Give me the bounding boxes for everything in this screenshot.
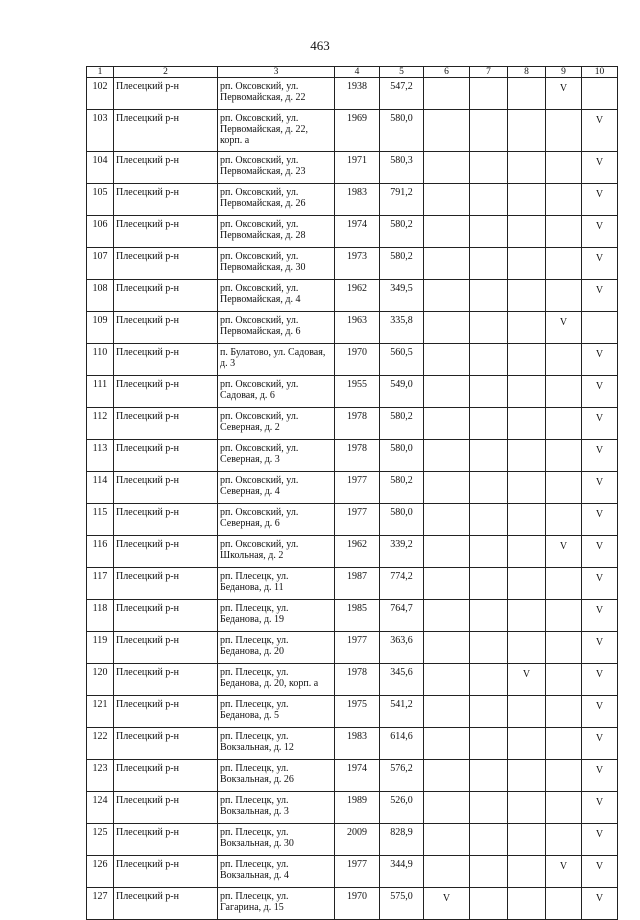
area-cell: 774,2 xyxy=(380,568,424,600)
year-cell: 1978 xyxy=(335,664,380,696)
address-cell: рп. Плесецк, ул. Вокзальная, д. 4 xyxy=(218,856,335,888)
address-cell: рп. Плесецк, ул. Беданова, д. 19 xyxy=(218,600,335,632)
col8-mark xyxy=(508,376,546,408)
col6-mark xyxy=(424,344,470,376)
col9-mark xyxy=(546,568,582,600)
year-cell: 1989 xyxy=(335,792,380,824)
col6-mark xyxy=(424,280,470,312)
area-cell: 344,9 xyxy=(380,856,424,888)
row-number: 111 xyxy=(87,376,114,408)
address-cell: рп. Плесецк, ул. Беданова, д. 11 xyxy=(218,568,335,600)
row-number: 108 xyxy=(87,280,114,312)
address-cell: рп. Оксовский, ул. Школьная, д. 2 xyxy=(218,536,335,568)
address-cell: рп. Плесецк, ул. Вокзальная, д. 12 xyxy=(218,728,335,760)
table-row xyxy=(87,792,618,824)
col10-mark: V xyxy=(582,856,618,888)
col10-mark: V xyxy=(582,696,618,728)
col6-mark xyxy=(424,408,470,440)
table-row xyxy=(87,696,618,728)
col8-mark xyxy=(508,536,546,568)
col9-mark xyxy=(546,600,582,632)
col8-mark: V xyxy=(508,664,546,696)
year-cell: 1978 xyxy=(335,440,380,472)
col8-mark xyxy=(508,696,546,728)
area-cell: 580,3 xyxy=(380,152,424,184)
area-cell: 349,5 xyxy=(380,280,424,312)
col10-mark xyxy=(582,312,618,344)
district-cell: Плесецкий р-н xyxy=(114,110,218,152)
row-number: 107 xyxy=(87,248,114,280)
year-cell: 1977 xyxy=(335,472,380,504)
table-row xyxy=(87,110,618,152)
col6-mark xyxy=(424,248,470,280)
col6-mark xyxy=(424,600,470,632)
year-cell: 1977 xyxy=(335,504,380,536)
table-row xyxy=(87,280,618,312)
year-cell: 1969 xyxy=(335,110,380,152)
row-number: 119 xyxy=(87,632,114,664)
col7-mark xyxy=(470,152,508,184)
col9-mark xyxy=(546,408,582,440)
year-cell: 1987 xyxy=(335,568,380,600)
district-cell: Плесецкий р-н xyxy=(114,376,218,408)
year-cell: 1977 xyxy=(335,856,380,888)
district-cell: Плесецкий р-н xyxy=(114,280,218,312)
district-cell: Плесецкий р-н xyxy=(114,248,218,280)
address-cell: рп. Оксовский, ул. Первомайская, д. 23 xyxy=(218,152,335,184)
col7-mark xyxy=(470,216,508,248)
col10-mark: V xyxy=(582,440,618,472)
col6-mark: V xyxy=(424,888,470,920)
col10-mark: V xyxy=(582,728,618,760)
col10-mark: V xyxy=(582,472,618,504)
housing-register-table xyxy=(86,66,618,920)
column-header: 3 xyxy=(218,67,335,78)
col9-mark xyxy=(546,760,582,792)
column-header: 5 xyxy=(380,67,424,78)
col9-mark xyxy=(546,664,582,696)
area-cell: 580,2 xyxy=(380,408,424,440)
column-header: 10 xyxy=(582,67,618,78)
row-number: 117 xyxy=(87,568,114,600)
row-number: 114 xyxy=(87,472,114,504)
col10-mark: V xyxy=(582,632,618,664)
col9-mark: V xyxy=(546,312,582,344)
col6-mark xyxy=(424,152,470,184)
col9-mark xyxy=(546,792,582,824)
col7-mark xyxy=(470,664,508,696)
area-cell: 828,9 xyxy=(380,824,424,856)
table-row xyxy=(87,216,618,248)
table-row xyxy=(87,184,618,216)
row-number: 103 xyxy=(87,110,114,152)
area-cell: 541,2 xyxy=(380,696,424,728)
row-number: 113 xyxy=(87,440,114,472)
col9-mark xyxy=(546,152,582,184)
col8-mark xyxy=(508,600,546,632)
area-cell: 363,6 xyxy=(380,632,424,664)
year-cell: 1962 xyxy=(335,280,380,312)
col8-mark xyxy=(508,248,546,280)
col9-mark xyxy=(546,184,582,216)
col6-mark xyxy=(424,504,470,536)
address-cell: рп. Оксовский, ул. Первомайская, д. 6 xyxy=(218,312,335,344)
district-cell: Плесецкий р-н xyxy=(114,78,218,110)
district-cell: Плесецкий р-н xyxy=(114,536,218,568)
col10-mark: V xyxy=(582,152,618,184)
table-row xyxy=(87,664,618,696)
table-row xyxy=(87,472,618,504)
col10-mark: V xyxy=(582,216,618,248)
row-number: 102 xyxy=(87,78,114,110)
district-cell: Плесецкий р-н xyxy=(114,184,218,216)
district-cell: Плесецкий р-н xyxy=(114,824,218,856)
year-cell: 2009 xyxy=(335,824,380,856)
district-cell: Плесецкий р-н xyxy=(114,472,218,504)
year-cell: 1983 xyxy=(335,184,380,216)
area-cell: 335,8 xyxy=(380,312,424,344)
col7-mark xyxy=(470,184,508,216)
district-cell: Плесецкий р-н xyxy=(114,216,218,248)
address-cell: рп. Оксовский, ул. Первомайская, д. 28 xyxy=(218,216,335,248)
address-cell: рп. Плесецк, ул. Вокзальная, д. 30 xyxy=(218,824,335,856)
col9-mark xyxy=(546,110,582,152)
col6-mark xyxy=(424,536,470,568)
address-cell: рп. Плесецк, ул. Гагарина, д. 15 xyxy=(218,888,335,920)
year-cell: 1970 xyxy=(335,888,380,920)
col9-mark xyxy=(546,376,582,408)
year-cell: 1975 xyxy=(335,696,380,728)
address-cell: рп. Оксовский, ул. Садовая, д. 6 xyxy=(218,376,335,408)
district-cell: Плесецкий р-н xyxy=(114,856,218,888)
area-cell: 576,2 xyxy=(380,760,424,792)
col9-mark xyxy=(546,280,582,312)
year-cell: 1974 xyxy=(335,760,380,792)
address-cell: рп. Плесецк, ул. Беданова, д. 20, корп. а xyxy=(218,664,335,696)
row-number: 104 xyxy=(87,152,114,184)
area-cell: 791,2 xyxy=(380,184,424,216)
column-header: 7 xyxy=(470,67,508,78)
col10-mark: V xyxy=(582,184,618,216)
row-number: 116 xyxy=(87,536,114,568)
col10-mark: V xyxy=(582,504,618,536)
address-cell: рп. Оксовский, ул. Первомайская, д. 30 xyxy=(218,248,335,280)
district-cell: Плесецкий р-н xyxy=(114,696,218,728)
col9-mark xyxy=(546,504,582,536)
column-header: 1 xyxy=(87,67,114,78)
row-number: 105 xyxy=(87,184,114,216)
row-number: 124 xyxy=(87,792,114,824)
col6-mark xyxy=(424,440,470,472)
row-number: 106 xyxy=(87,216,114,248)
col10-mark xyxy=(582,78,618,110)
row-number: 109 xyxy=(87,312,114,344)
col7-mark xyxy=(470,696,508,728)
col10-mark: V xyxy=(582,376,618,408)
table-row xyxy=(87,728,618,760)
address-cell: рп. Плесецк, ул. Беданова, д. 20 xyxy=(218,632,335,664)
row-number: 112 xyxy=(87,408,114,440)
col6-mark xyxy=(424,568,470,600)
address-cell: рп. Оксовский, ул. Северная, д. 3 xyxy=(218,440,335,472)
col7-mark xyxy=(470,760,508,792)
col7-mark xyxy=(470,312,508,344)
district-cell: Плесецкий р-н xyxy=(114,664,218,696)
area-cell: 580,2 xyxy=(380,216,424,248)
col7-mark xyxy=(470,440,508,472)
address-cell: рп. Оксовский, ул. Северная, д. 2 xyxy=(218,408,335,440)
col9-mark: V xyxy=(546,78,582,110)
col8-mark xyxy=(508,184,546,216)
col9-mark xyxy=(546,440,582,472)
address-cell: рп. Оксовский, ул. Первомайская, д. 22 xyxy=(218,78,335,110)
row-number: 121 xyxy=(87,696,114,728)
col7-mark xyxy=(470,504,508,536)
col8-mark xyxy=(508,760,546,792)
col7-mark xyxy=(470,792,508,824)
area-cell: 614,6 xyxy=(380,728,424,760)
table-row xyxy=(87,536,618,568)
table-row xyxy=(87,312,618,344)
col8-mark xyxy=(508,440,546,472)
year-cell: 1962 xyxy=(335,536,380,568)
year-cell: 1973 xyxy=(335,248,380,280)
col8-mark xyxy=(508,472,546,504)
table-row xyxy=(87,408,618,440)
area-cell: 575,0 xyxy=(380,888,424,920)
col10-mark: V xyxy=(582,408,618,440)
year-cell: 1938 xyxy=(335,78,380,110)
year-cell: 1971 xyxy=(335,152,380,184)
col8-mark xyxy=(508,568,546,600)
col9-mark: V xyxy=(546,536,582,568)
col7-mark xyxy=(470,472,508,504)
table-row xyxy=(87,632,618,664)
area-cell: 345,6 xyxy=(380,664,424,696)
col7-mark xyxy=(470,536,508,568)
district-cell: Плесецкий р-н xyxy=(114,504,218,536)
row-number: 125 xyxy=(87,824,114,856)
col6-mark xyxy=(424,856,470,888)
row-number: 118 xyxy=(87,600,114,632)
col10-mark: V xyxy=(582,280,618,312)
col8-mark xyxy=(508,856,546,888)
col8-mark xyxy=(508,78,546,110)
row-number: 120 xyxy=(87,664,114,696)
col10-mark: V xyxy=(582,568,618,600)
address-cell: рп. Плесецк, ул. Беданова, д. 5 xyxy=(218,696,335,728)
district-cell: Плесецкий р-н xyxy=(114,760,218,792)
address-cell: рп. Оксовский, ул. Первомайская, д. 4 xyxy=(218,280,335,312)
col7-mark xyxy=(470,728,508,760)
col10-mark: V xyxy=(582,110,618,152)
col7-mark xyxy=(470,78,508,110)
col7-mark xyxy=(470,110,508,152)
area-cell: 547,2 xyxy=(380,78,424,110)
table-row xyxy=(87,152,618,184)
col6-mark xyxy=(424,472,470,504)
district-cell: Плесецкий р-н xyxy=(114,888,218,920)
address-cell: рп. Оксовский, ул. Северная, д. 6 xyxy=(218,504,335,536)
district-cell: Плесецкий р-н xyxy=(114,792,218,824)
column-header: 4 xyxy=(335,67,380,78)
col10-mark: V xyxy=(582,664,618,696)
table-row xyxy=(87,600,618,632)
district-cell: Плесецкий р-н xyxy=(114,568,218,600)
col8-mark xyxy=(508,728,546,760)
col7-mark xyxy=(470,600,508,632)
district-cell: Плесецкий р-н xyxy=(114,344,218,376)
column-number-header-row xyxy=(87,67,618,78)
col9-mark xyxy=(546,632,582,664)
col9-mark xyxy=(546,216,582,248)
row-number: 110 xyxy=(87,344,114,376)
table-row xyxy=(87,440,618,472)
col6-mark xyxy=(424,110,470,152)
column-header: 9 xyxy=(546,67,582,78)
table-row xyxy=(87,568,618,600)
col9-mark xyxy=(546,696,582,728)
column-header: 6 xyxy=(424,67,470,78)
table-row xyxy=(87,824,618,856)
col9-mark xyxy=(546,824,582,856)
area-cell: 580,0 xyxy=(380,440,424,472)
year-cell: 1955 xyxy=(335,376,380,408)
col8-mark xyxy=(508,312,546,344)
col10-mark: V xyxy=(582,888,618,920)
col9-mark xyxy=(546,344,582,376)
col8-mark xyxy=(508,110,546,152)
year-cell: 1978 xyxy=(335,408,380,440)
col8-mark xyxy=(508,824,546,856)
column-header: 8 xyxy=(508,67,546,78)
col6-mark xyxy=(424,792,470,824)
area-cell: 580,0 xyxy=(380,504,424,536)
col7-mark xyxy=(470,632,508,664)
col6-mark xyxy=(424,376,470,408)
area-cell: 560,5 xyxy=(380,344,424,376)
col7-mark xyxy=(470,888,508,920)
address-cell: рп. Оксовский, ул. Северная, д. 4 xyxy=(218,472,335,504)
col6-mark xyxy=(424,216,470,248)
area-cell: 526,0 xyxy=(380,792,424,824)
district-cell: Плесецкий р-н xyxy=(114,312,218,344)
col10-mark: V xyxy=(582,824,618,856)
col8-mark xyxy=(508,408,546,440)
table-row xyxy=(87,888,618,920)
col6-mark xyxy=(424,824,470,856)
col7-mark xyxy=(470,408,508,440)
col6-mark xyxy=(424,696,470,728)
col7-mark xyxy=(470,376,508,408)
col7-mark xyxy=(470,248,508,280)
address-cell: рп. Плесецк, ул. Вокзальная, д. 26 xyxy=(218,760,335,792)
district-cell: Плесецкий р-н xyxy=(114,152,218,184)
table-row xyxy=(87,760,618,792)
area-cell: 339,2 xyxy=(380,536,424,568)
column-header: 2 xyxy=(114,67,218,78)
col7-mark xyxy=(470,856,508,888)
address-cell: рп. Оксовский, ул. Первомайская, д. 26 xyxy=(218,184,335,216)
col7-mark xyxy=(470,280,508,312)
table-row xyxy=(87,504,618,536)
table-row xyxy=(87,856,618,888)
table-row xyxy=(87,248,618,280)
col7-mark xyxy=(470,824,508,856)
col9-mark: V xyxy=(546,856,582,888)
col8-mark xyxy=(508,152,546,184)
col8-mark xyxy=(508,344,546,376)
col6-mark xyxy=(424,760,470,792)
table-row xyxy=(87,376,618,408)
col6-mark xyxy=(424,78,470,110)
district-cell: Плесецкий р-н xyxy=(114,600,218,632)
year-cell: 1970 xyxy=(335,344,380,376)
row-number: 123 xyxy=(87,760,114,792)
address-cell: п. Булатово, ул. Садовая, д. 3 xyxy=(218,344,335,376)
col8-mark xyxy=(508,504,546,536)
col10-mark: V xyxy=(582,536,618,568)
year-cell: 1983 xyxy=(335,728,380,760)
col7-mark xyxy=(470,568,508,600)
col6-mark xyxy=(424,312,470,344)
row-number: 127 xyxy=(87,888,114,920)
area-cell: 580,2 xyxy=(380,472,424,504)
table-row xyxy=(87,344,618,376)
district-cell: Плесецкий р-н xyxy=(114,408,218,440)
year-cell: 1985 xyxy=(335,600,380,632)
col10-mark: V xyxy=(582,344,618,376)
col10-mark: V xyxy=(582,792,618,824)
col9-mark xyxy=(546,472,582,504)
address-cell: рп. Оксовский, ул. Первомайская, д. 22, корп. а xyxy=(218,110,335,152)
col9-mark xyxy=(546,728,582,760)
col10-mark: V xyxy=(582,248,618,280)
page-number: 463 xyxy=(310,38,330,53)
col9-mark xyxy=(546,888,582,920)
col9-mark xyxy=(546,248,582,280)
row-number: 115 xyxy=(87,504,114,536)
col8-mark xyxy=(508,216,546,248)
district-cell: Плесецкий р-н xyxy=(114,440,218,472)
year-cell: 1963 xyxy=(335,312,380,344)
col6-mark xyxy=(424,728,470,760)
col6-mark xyxy=(424,184,470,216)
year-cell: 1974 xyxy=(335,216,380,248)
col8-mark xyxy=(508,888,546,920)
district-cell: Плесецкий р-н xyxy=(114,632,218,664)
area-cell: 549,0 xyxy=(380,376,424,408)
area-cell: 764,7 xyxy=(380,600,424,632)
area-cell: 580,2 xyxy=(380,248,424,280)
col6-mark xyxy=(424,632,470,664)
address-cell: рп. Плесецк, ул. Вокзальная, д. 3 xyxy=(218,792,335,824)
row-number: 122 xyxy=(87,728,114,760)
col8-mark xyxy=(508,632,546,664)
col6-mark xyxy=(424,664,470,696)
col10-mark: V xyxy=(582,760,618,792)
col10-mark: V xyxy=(582,600,618,632)
district-cell: Плесецкий р-н xyxy=(114,728,218,760)
col8-mark xyxy=(508,280,546,312)
row-number: 126 xyxy=(87,856,114,888)
year-cell: 1977 xyxy=(335,632,380,664)
col7-mark xyxy=(470,344,508,376)
area-cell: 580,0 xyxy=(380,110,424,152)
table-row xyxy=(87,78,618,110)
col8-mark xyxy=(508,792,546,824)
